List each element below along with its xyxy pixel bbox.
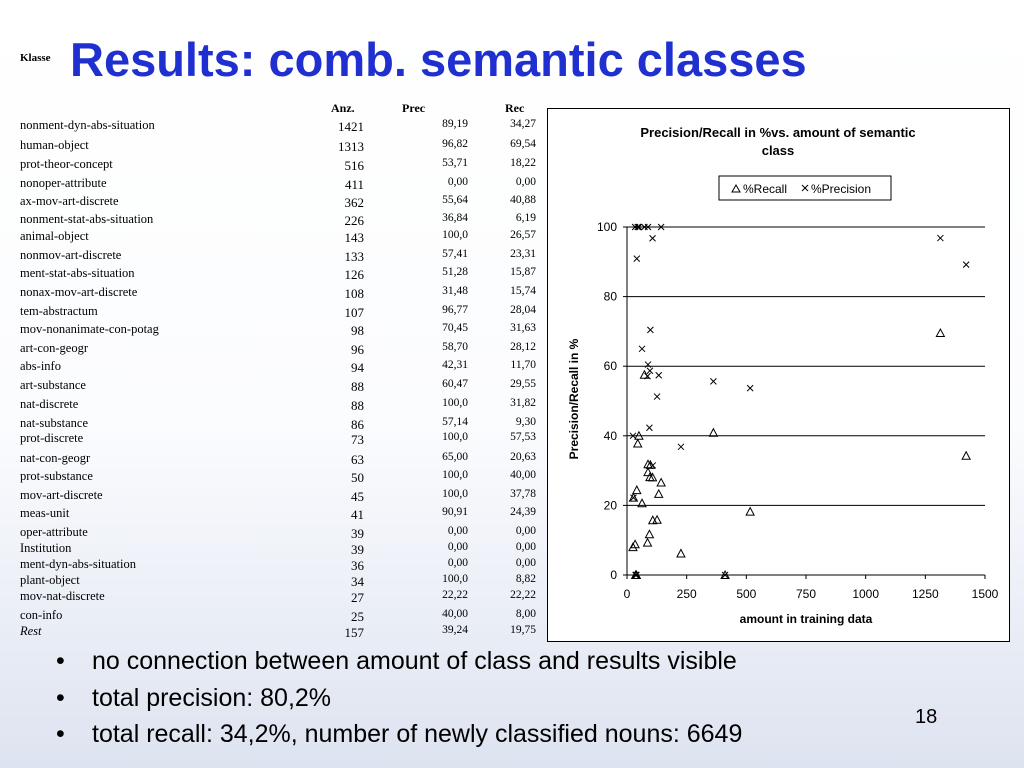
precision-point <box>647 368 653 374</box>
y-tick-label: 0 <box>610 568 617 582</box>
class-name: nonmov-art-discrete <box>20 248 122 262</box>
recall-value: 9,30 <box>515 416 536 428</box>
class-name: meas-unit <box>20 506 70 520</box>
y-tick-label: 40 <box>603 428 617 443</box>
bullet-dot: • <box>56 720 65 748</box>
class-name: ment-dyn-abs-situation <box>20 557 136 571</box>
count-value: 41 <box>351 507 364 522</box>
count-value: 96 <box>351 342 364 357</box>
y-axis-label: Precision/Recall in % <box>567 338 581 460</box>
precision-value: 39,24 <box>442 624 468 636</box>
precision-value: 96,82 <box>442 138 468 150</box>
table-row <box>0 557 560 571</box>
table-header-precision: Prec <box>402 101 426 115</box>
count-value: 50 <box>351 470 364 485</box>
table-header-recall: Rec <box>505 101 525 115</box>
precision-value: 89,19 <box>442 118 468 130</box>
recall-point <box>634 440 642 448</box>
precision-value: 57,41 <box>442 248 468 260</box>
recall-point <box>657 479 665 487</box>
y-tick-label: 80 <box>603 289 617 304</box>
table-row <box>0 469 560 483</box>
recall-value: 15,87 <box>510 266 536 278</box>
table-row <box>0 624 560 638</box>
x-tick-label: 1000 <box>852 587 880 601</box>
chart-ticks <box>597 220 999 601</box>
legend-precision-label: %Precision <box>811 182 872 196</box>
precision-value: 100,0 <box>442 397 468 409</box>
scatter-chart <box>547 108 1010 642</box>
table-row <box>0 157 560 171</box>
precision-point <box>963 262 969 268</box>
table-row <box>0 378 560 392</box>
recall-value: 57,53 <box>510 431 536 443</box>
precision-value: 100,0 <box>442 229 468 241</box>
precision-value: 55,64 <box>442 194 468 206</box>
class-name: prot-substance <box>20 469 93 483</box>
precision-value: 53,71 <box>442 157 468 169</box>
class-name: tem-abstractum <box>20 304 98 318</box>
table-row <box>0 341 560 355</box>
precision-value: 51,28 <box>442 266 468 278</box>
count-value: 1421 <box>338 119 364 134</box>
count-value: 88 <box>351 379 364 394</box>
table-row <box>0 304 560 318</box>
recall-value: 69,54 <box>510 138 536 150</box>
class-name: nat-discrete <box>20 397 79 411</box>
count-value: 88 <box>351 398 364 413</box>
count-value: 45 <box>351 489 364 504</box>
class-name: animal-object <box>20 229 89 243</box>
class-name: nonment-dyn-abs-situation <box>20 118 155 132</box>
bullet-item <box>56 683 742 720</box>
precision-value: 70,45 <box>442 322 468 334</box>
count-value: 98 <box>351 323 364 338</box>
recall-value: 0,00 <box>515 557 536 569</box>
bullet-text: total recall: 34,2%, number of newly classified nouns: 6649 <box>92 720 743 748</box>
scatter-chart-svg <box>548 109 1009 641</box>
precision-point <box>654 394 660 400</box>
class-name: prot-discrete <box>20 431 84 445</box>
bullet-item <box>56 719 742 756</box>
recall-value: 6,19 <box>515 212 536 224</box>
count-value: 108 <box>344 286 364 301</box>
count-value: 63 <box>351 452 364 467</box>
x-tick-label: 1250 <box>911 587 939 601</box>
class-name: art-substance <box>20 378 86 392</box>
count-value: 133 <box>344 249 364 264</box>
class-name: mov-nonanimate-con-potag <box>20 322 159 336</box>
precision-value: 100,0 <box>442 488 468 500</box>
precision-point <box>647 327 653 333</box>
recall-point <box>936 329 944 337</box>
x-tick-label: 250 <box>676 587 697 601</box>
recall-value: 40,00 <box>510 469 536 481</box>
table-row <box>0 266 560 280</box>
table-row <box>0 229 560 243</box>
recall-value: 26,57 <box>510 229 536 241</box>
table-row <box>0 573 560 587</box>
table-row <box>0 525 560 539</box>
recall-value: 0,00 <box>515 525 536 537</box>
precision-point <box>937 235 943 241</box>
table-row <box>0 488 560 502</box>
table-row <box>0 359 560 373</box>
recall-value: 0,00 <box>515 541 536 553</box>
x-tick-label: 1500 <box>971 587 999 601</box>
bullet-text: total precision: 80,2% <box>92 683 332 712</box>
legend-recall-label: %Recall <box>743 182 788 196</box>
count-value: 36 <box>351 558 364 573</box>
class-name: oper-attribute <box>20 525 88 539</box>
count-value: 362 <box>344 195 364 210</box>
y-tick-label: 60 <box>603 359 617 374</box>
class-name: nonax-mov-art-discrete <box>20 285 138 299</box>
precision-value: 42,31 <box>442 359 468 371</box>
y-tick-label: 20 <box>603 498 617 513</box>
precision-value: 60,47 <box>442 378 468 390</box>
class-name: prot-theor-concept <box>20 157 113 171</box>
precision-value: 36,84 <box>442 212 468 224</box>
table-row <box>0 397 560 411</box>
bullet-dot: • <box>56 647 65 675</box>
recall-value: 18,22 <box>510 157 536 169</box>
count-value: 126 <box>344 267 364 282</box>
precision-value: 40,00 <box>442 608 468 620</box>
table-row <box>0 322 560 336</box>
recall-point <box>746 508 754 515</box>
recall-point <box>655 490 663 498</box>
recall-point <box>677 549 685 557</box>
recall-value: 8,82 <box>515 573 536 585</box>
slide-title: Results: comb. semantic classes <box>70 33 807 86</box>
class-name: plant-object <box>20 573 80 587</box>
chart-title-line1: Precision/Recall in %vs. amount of semantic <box>640 125 916 140</box>
recall-point <box>709 429 717 437</box>
precision-value: 90,91 <box>442 506 468 518</box>
count-value: 25 <box>351 609 364 624</box>
table-row <box>0 176 560 190</box>
table-header-class: Klasse <box>20 52 51 64</box>
count-value: 226 <box>344 213 364 228</box>
count-value: 27 <box>351 590 364 605</box>
recall-point <box>649 516 657 524</box>
table-row <box>0 285 560 299</box>
table-row <box>0 506 560 520</box>
recall-value: 20,63 <box>510 451 536 463</box>
page-number: 18 <box>915 706 938 728</box>
precision-point <box>656 372 662 378</box>
count-value: 1313 <box>338 139 364 154</box>
class-name: nonment-stat-abs-situation <box>20 212 154 226</box>
precision-point <box>634 256 640 262</box>
recall-value: 28,12 <box>510 341 536 353</box>
count-value: 411 <box>344 177 364 192</box>
chart-grid <box>627 227 985 575</box>
class-name: nat-con-geogr <box>20 451 91 465</box>
table-row <box>0 589 560 603</box>
class-name: art-con-geogr <box>20 341 89 355</box>
bullet-list <box>56 646 742 756</box>
count-value: 516 <box>344 158 364 173</box>
recall-value: 24,39 <box>510 506 536 518</box>
table-header-count: Anz. <box>331 101 355 115</box>
recall-value: 19,75 <box>510 624 536 636</box>
recall-value: 29,55 <box>510 378 536 390</box>
recall-value: 0,00 <box>515 176 536 188</box>
precision-value: 31,48 <box>442 285 468 297</box>
precision-value: 0,00 <box>447 557 468 569</box>
count-value: 39 <box>351 526 364 541</box>
precision-value: 65,00 <box>442 451 468 463</box>
table-row <box>0 608 560 622</box>
recall-value: 37,78 <box>510 488 536 500</box>
table-row <box>0 118 560 132</box>
count-value: 39 <box>351 542 364 557</box>
count-value: 86 <box>351 417 364 432</box>
x-tick-label: 500 <box>736 587 757 601</box>
x-tick-label: 0 <box>623 587 631 601</box>
precision-point <box>678 444 684 450</box>
table-row <box>0 212 560 226</box>
precision-value: 57,14 <box>442 416 468 428</box>
class-name: mov-nat-discrete <box>20 589 105 603</box>
recall-point <box>644 539 652 547</box>
count-value: 73 <box>351 432 364 447</box>
bullet-text: no connection between amount of class and results visible <box>92 647 737 675</box>
class-name: mov-art-discrete <box>20 488 103 502</box>
chart-marks <box>629 224 970 579</box>
table-row <box>0 431 560 445</box>
count-value: 34 <box>351 574 364 589</box>
count-value: 107 <box>344 305 364 320</box>
table-row <box>0 451 560 465</box>
table-row <box>0 248 560 262</box>
precision-value: 0,00 <box>447 176 468 188</box>
x-axis-label: amount in training data <box>739 612 873 626</box>
precision-value: 100,0 <box>442 431 468 443</box>
precision-point <box>646 425 652 431</box>
recall-value: 28,04 <box>510 304 536 316</box>
count-value: 157 <box>344 625 364 640</box>
chart-title-line2: class <box>761 143 795 158</box>
recall-value: 34,27 <box>510 118 536 130</box>
recall-value: 22,22 <box>510 589 536 601</box>
class-name: ment-stat-abs-situation <box>20 266 135 280</box>
class-name: ax-mov-art-discrete <box>20 194 119 208</box>
x-tick-label: 750 <box>795 587 817 601</box>
recall-value: 23,31 <box>510 248 536 260</box>
class-name: nonoper-attribute <box>20 176 107 190</box>
recall-value: 31,63 <box>510 322 536 334</box>
recall-value: 15,74 <box>510 285 536 297</box>
precision-point <box>710 378 716 384</box>
class-name: abs-info <box>20 359 61 373</box>
recall-value: 11,70 <box>510 359 536 371</box>
precision-point <box>650 235 656 241</box>
precision-value: 100,0 <box>442 469 468 481</box>
table-row <box>0 194 560 208</box>
recall-point <box>633 486 641 494</box>
table-row <box>0 138 560 152</box>
recall-point <box>645 530 653 538</box>
class-name: con-info <box>20 608 63 622</box>
precision-point <box>639 346 645 352</box>
class-name: nat-substance <box>20 416 89 430</box>
class-name: human-object <box>20 138 89 152</box>
bullet-item <box>56 646 742 683</box>
table-row <box>0 416 560 430</box>
count-value: 143 <box>344 230 364 245</box>
bullet-dot: • <box>56 683 65 712</box>
count-value: 94 <box>351 360 364 375</box>
recall-value: 31,82 <box>510 397 536 409</box>
precision-value: 58,70 <box>442 341 468 353</box>
table-row <box>0 541 560 555</box>
class-name: Institution <box>20 541 72 555</box>
precision-point <box>747 385 753 391</box>
precision-value: 96,77 <box>442 304 468 316</box>
recall-point <box>640 371 648 379</box>
recall-point <box>962 452 970 460</box>
recall-value: 40,88 <box>510 194 536 206</box>
class-name: Rest <box>20 624 42 638</box>
precision-value: 0,00 <box>447 541 468 553</box>
precision-value: 100,0 <box>442 573 468 585</box>
recall-value: 8,00 <box>515 608 536 620</box>
chart-legend <box>719 176 891 200</box>
y-tick-label: 100 <box>596 220 617 234</box>
precision-value: 22,22 <box>442 589 468 601</box>
precision-value: 0,00 <box>447 525 468 537</box>
